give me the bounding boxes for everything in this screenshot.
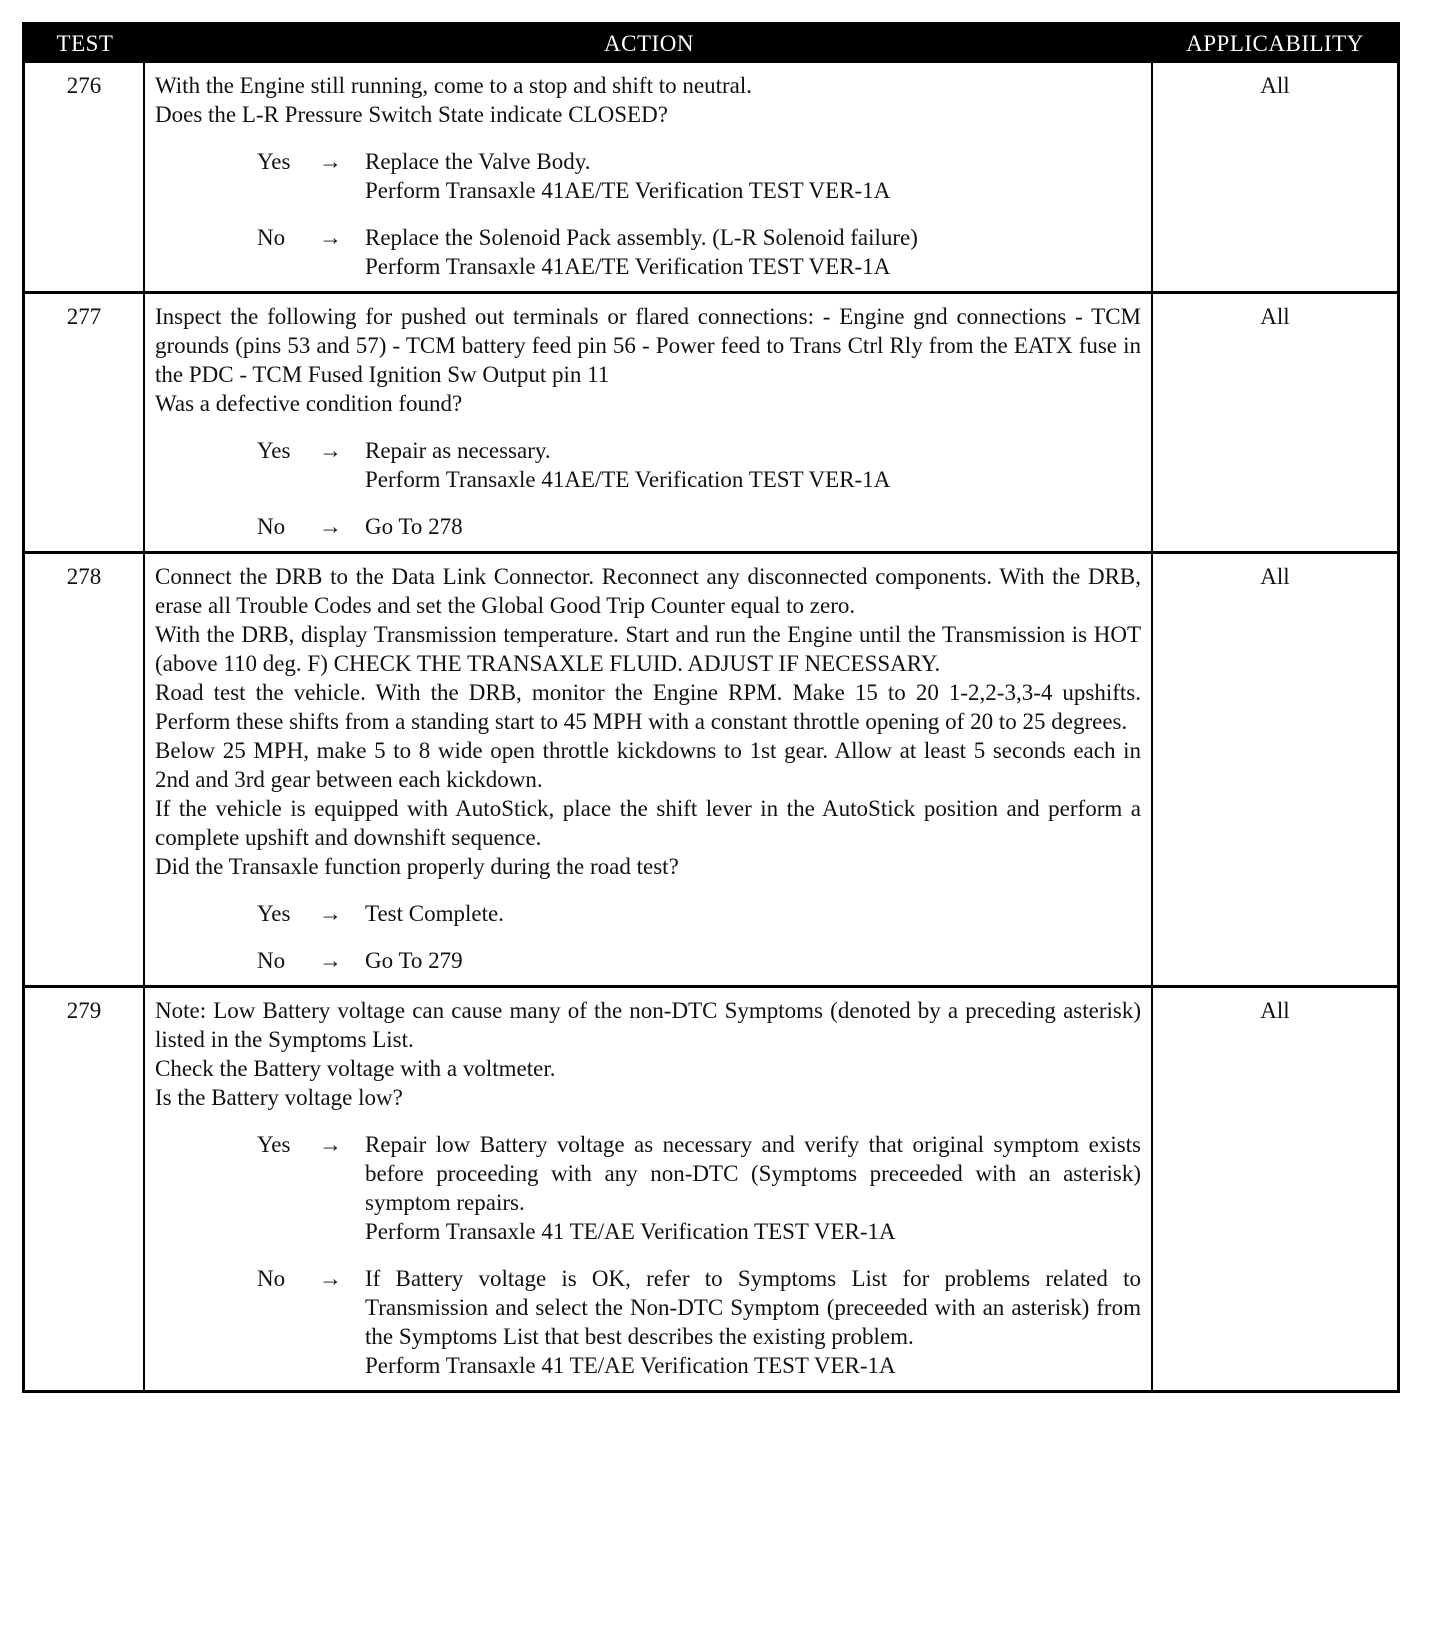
table-body <box>25 63 1397 1390</box>
action-paragraph: Inspect the following for pushed out terminals or flared connections: - Engine gnd connections - TCM grounds (pins 53 and 57) - TCM battery feed pin 56 - Power feed to Trans Ctrl Rly from the EATX fuse in the PDC - TCM Fused Ignition Sw Output pin 11 <box>155 304 1141 387</box>
result-line: Perform Transaxle 41AE/TE Verification TEST VER-1A <box>365 178 891 203</box>
result-line: Replace the Valve Body. <box>365 149 591 174</box>
action-paragraph: If the vehicle is equipped with AutoStick, place the shift lever in the AutoStick position and perform a complete upshift and downshift sequence. <box>155 796 1141 850</box>
header-applicability: APPLICABILITY <box>1186 31 1364 56</box>
answer-result <box>365 223 1141 281</box>
applicability-value: All <box>1260 73 1290 98</box>
arrow-right-icon: → <box>319 514 342 539</box>
arrow-right-icon: → <box>319 901 342 926</box>
answer-result <box>365 147 1141 205</box>
answer-label: No <box>257 948 286 973</box>
result-line: If Battery voltage is OK, refer to Symptoms List for problems related to Transmission and select the Non-DTC Symptom (preceeded with an asterisk) from the Symptoms List that best describes the existing problem. <box>365 1266 1141 1349</box>
applicability-value: All <box>1260 998 1290 1023</box>
diagnostic-table <box>22 22 1400 1393</box>
action-cell <box>145 63 1153 291</box>
answer-result <box>365 1264 1141 1380</box>
result-line: Test Complete. <box>365 901 504 926</box>
test-number: 277 <box>25 294 145 551</box>
result-line: Perform Transaxle 41AE/TE Verification TEST VER-1A <box>365 467 891 492</box>
arrow-right-icon: → <box>319 1132 342 1157</box>
applicability-value: All <box>1260 564 1290 589</box>
action-paragraph: Road test the vehicle. With the DRB, monitor the Engine RPM. Make 15 to 20 1-2,2-3,3-4 upshifts. Perform these shifts from a standing start to 45 MPH with a constant throttle opening of 20 to 25 degrees. <box>155 680 1141 734</box>
action-paragraph: Is the Battery voltage low? <box>155 1085 403 1110</box>
answer-option <box>155 147 1141 205</box>
action-paragraph: Was a defective condition found? <box>155 391 463 416</box>
answer-option <box>155 512 1141 541</box>
arrow-right-icon: → <box>319 1266 342 1291</box>
result-line: Go To 279 <box>365 948 463 973</box>
action-cell <box>145 554 1153 985</box>
answer-option <box>155 946 1141 975</box>
result-line: Perform Transaxle 41 TE/AE Verification TEST VER-1A <box>365 1219 896 1244</box>
result-line: Perform Transaxle 41AE/TE Verification TEST VER-1A <box>365 254 891 279</box>
result-line: Repair as necessary. <box>365 438 551 463</box>
result-line: Replace the Solenoid Pack assembly. (L-R Solenoid failure) <box>365 225 918 250</box>
answer-label: Yes <box>257 901 291 926</box>
action-cell <box>145 988 1153 1390</box>
answer-option <box>155 899 1141 928</box>
applicability-value: All <box>1260 304 1290 329</box>
answer-label: No <box>257 225 286 250</box>
arrow-right-icon: → <box>319 438 342 463</box>
test-number: 278 <box>25 554 145 985</box>
table-row <box>25 63 1397 291</box>
answer-label: Yes <box>257 438 291 463</box>
test-number: 276 <box>25 63 145 291</box>
action-paragraph: With the Engine still running, come to a stop and shift to neutral. <box>155 73 752 98</box>
result-line: Perform Transaxle 41 TE/AE Verification TEST VER-1A <box>365 1353 896 1378</box>
answer-result <box>365 512 1141 541</box>
header-test: TEST <box>56 31 114 56</box>
answer-option <box>155 436 1141 494</box>
test-number: 279 <box>25 988 145 1390</box>
table-header <box>25 25 1397 63</box>
answer-option <box>155 1130 1141 1246</box>
arrow-right-icon: → <box>319 225 342 250</box>
action-paragraph: Check the Battery voltage with a voltmeter. <box>155 1056 556 1081</box>
answer-label: Yes <box>257 1132 291 1157</box>
action-paragraph: Note: Low Battery voltage can cause many of the non-DTC Symptoms (denoted by a preceding asterisk) listed in the Symptoms List. <box>155 998 1141 1052</box>
answer-result <box>365 436 1141 494</box>
table-row <box>25 985 1397 1390</box>
answer-result <box>365 899 1141 928</box>
table-row <box>25 291 1397 551</box>
answer-result <box>365 1130 1141 1246</box>
action-paragraph: Did the Transaxle function properly during the road test? <box>155 854 679 879</box>
answer-label: No <box>257 1266 286 1291</box>
result-line: Go To 278 <box>365 514 463 539</box>
arrow-right-icon: → <box>319 149 342 174</box>
answer-label: No <box>257 514 286 539</box>
action-paragraph: Does the L-R Pressure Switch State indicate CLOSED? <box>155 102 668 127</box>
answer-result <box>365 946 1141 975</box>
answer-option <box>155 1264 1141 1380</box>
action-paragraph: Connect the DRB to the Data Link Connector. Reconnect any disconnected components. With the DRB, erase all Trouble Codes and set the Global Good Trip Counter equal to zero. <box>155 564 1141 618</box>
action-paragraph: With the DRB, display Transmission temperature. Start and run the Engine until the Transmission is HOT (above 110 deg. F) CHECK THE TRANSAXLE FLUID. ADJUST IF NECESSARY. <box>155 622 1141 676</box>
arrow-right-icon: → <box>319 948 342 973</box>
action-cell <box>145 294 1153 551</box>
answer-option <box>155 223 1141 281</box>
header-action: ACTION <box>604 31 694 56</box>
answer-label: Yes <box>257 149 291 174</box>
result-line: Repair low Battery voltage as necessary and verify that original symptom exists before proceeding with any non-DTC (Symptoms preceeded with an asterisk) symptom repairs. <box>365 1132 1141 1215</box>
action-paragraph: Below 25 MPH, make 5 to 8 wide open throttle kickdowns to 1st gear. Allow at least 5 seconds each in 2nd and 3rd gear between each kickdown. <box>155 738 1141 792</box>
table-row <box>25 551 1397 985</box>
